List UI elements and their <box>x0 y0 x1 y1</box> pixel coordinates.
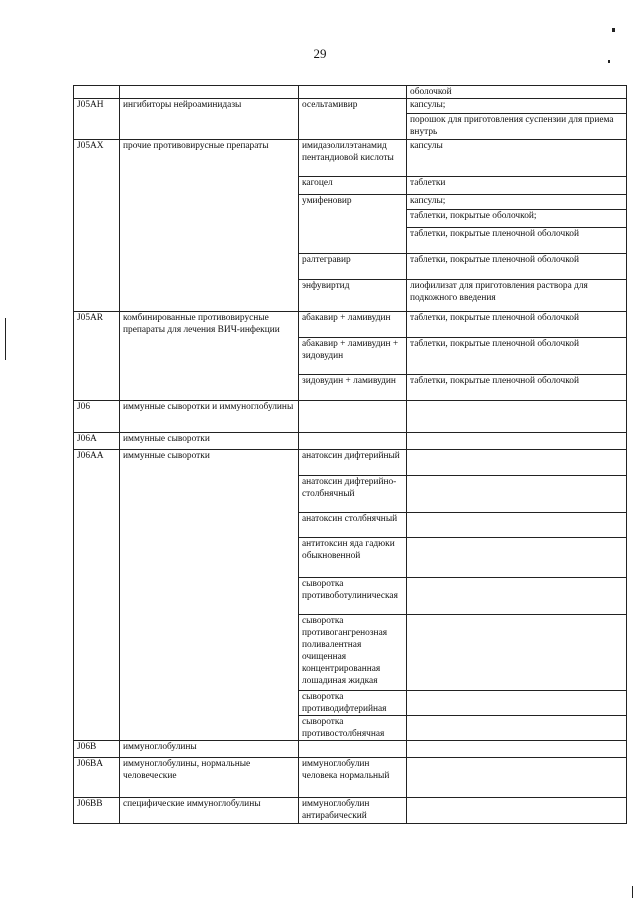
form-cell: таблетки, покрытые оболочкой; <box>407 210 627 228</box>
table-row <box>74 140 627 177</box>
form-cell: оболочкой <box>407 86 627 99</box>
form-cell: капсулы <box>407 140 627 177</box>
substance-cell: анатоксин столбнячный <box>299 513 407 538</box>
form-cell <box>407 538 627 578</box>
substance-cell: энфувиртид <box>299 280 407 312</box>
form-cell <box>407 513 627 538</box>
page-number: 29 <box>313 46 327 61</box>
substance-cell: осельтамивир <box>299 99 407 140</box>
substance-cell <box>299 401 407 433</box>
scan-mark <box>5 318 6 360</box>
table-row <box>74 450 627 476</box>
code-cell: J05AH <box>74 99 120 140</box>
drug-table <box>73 85 627 824</box>
form-cell <box>407 758 627 798</box>
group-cell: иммунные сыворотки <box>120 450 299 741</box>
substance-cell: умифеновир <box>299 195 407 254</box>
substance-cell: сыворотка противодифтерийная <box>299 691 407 716</box>
code-cell: J06B <box>74 741 120 758</box>
substance-cell: ралтегравир <box>299 254 407 280</box>
substance-cell: зидовудин + ламивудин <box>299 375 407 401</box>
form-cell <box>407 476 627 513</box>
form-cell: порошок для приготовления суспензии для приема внутрь <box>407 114 627 140</box>
form-cell: лиофилизат для приготовления раствора для подкожного введения <box>407 280 627 312</box>
substance-cell: сыворотка противогангренозная поливалентная очищенная концентрированная лошадиная жидкая <box>299 615 407 691</box>
substance-cell <box>299 741 407 758</box>
substance-cell: иммуноглобулин антирабический <box>299 798 407 824</box>
substance-cell: иммуноглобулин человека нормальный <box>299 758 407 798</box>
substance-cell: имидазолилэтанамид пентандиовой кислоты <box>299 140 407 177</box>
substance-cell <box>299 433 407 450</box>
group-cell <box>120 86 299 99</box>
group-cell: иммуноглобулины <box>120 741 299 758</box>
group-cell: комбинированные противовирусные препараты для лечения ВИЧ-инфекции <box>120 312 299 401</box>
form-cell: капсулы; <box>407 99 627 114</box>
substance-cell: сыворотка противоботулиническая <box>299 578 407 615</box>
group-cell: иммуноглобулины, нормальные человеческие <box>120 758 299 798</box>
code-cell: J06A <box>74 433 120 450</box>
form-cell: капсулы; <box>407 195 627 210</box>
group-cell: прочие противовирусные препараты <box>120 140 299 312</box>
table-row <box>74 433 627 450</box>
table-row <box>74 312 627 338</box>
substance-cell: абакавир + ламивудин + зидовудин <box>299 338 407 375</box>
code-cell: J06BA <box>74 758 120 798</box>
code-cell <box>74 86 120 99</box>
group-cell: ингибиторы нейроаминидазы <box>120 99 299 140</box>
table-row <box>74 758 627 798</box>
form-cell <box>407 578 627 615</box>
group-cell: специфические иммуноглобулины <box>120 798 299 824</box>
code-cell: J05AR <box>74 312 120 401</box>
code-cell: J06BB <box>74 798 120 824</box>
table-row <box>74 741 627 758</box>
scan-speck <box>612 28 615 32</box>
substance-cell: кагоцел <box>299 177 407 195</box>
form-cell: таблетки, покрытые пленочной оболочкой <box>407 338 627 375</box>
table-row <box>74 99 627 114</box>
code-cell: J06 <box>74 401 120 433</box>
form-cell: таблетки, покрытые пленочной оболочкой <box>407 312 627 338</box>
table-row <box>74 86 627 99</box>
form-cell: таблетки, покрытые пленочной оболочкой <box>407 375 627 401</box>
substance-cell: абакавир + ламивудин <box>299 312 407 338</box>
form-cell <box>407 450 627 476</box>
substance-cell: антитоксин яда гадюки обыкновенной <box>299 538 407 578</box>
scan-mark <box>632 886 633 898</box>
scan-speck <box>608 60 610 63</box>
table-row <box>74 401 627 433</box>
code-cell: J06AA <box>74 450 120 741</box>
form-cell <box>407 401 627 433</box>
form-cell <box>407 798 627 824</box>
substance-cell: анатоксин дифтерийно-столбнячный <box>299 476 407 513</box>
form-cell: таблетки, покрытые пленочной оболочкой <box>407 228 627 254</box>
form-cell: таблетки <box>407 177 627 195</box>
form-cell <box>407 433 627 450</box>
form-cell <box>407 716 627 741</box>
form-cell <box>407 691 627 716</box>
table-row <box>74 798 627 824</box>
substance-cell: сыворотка противостолбнячная <box>299 716 407 741</box>
substance-cell: анатоксин дифтерийный <box>299 450 407 476</box>
form-cell <box>407 615 627 691</box>
form-cell: таблетки, покрытые пленочной оболочкой <box>407 254 627 280</box>
form-cell <box>407 741 627 758</box>
substance-cell <box>299 86 407 99</box>
group-cell: иммунные сыворотки и иммуноглобулины <box>120 401 299 433</box>
group-cell: иммунные сыворотки <box>120 433 299 450</box>
code-cell: J05AX <box>74 140 120 312</box>
